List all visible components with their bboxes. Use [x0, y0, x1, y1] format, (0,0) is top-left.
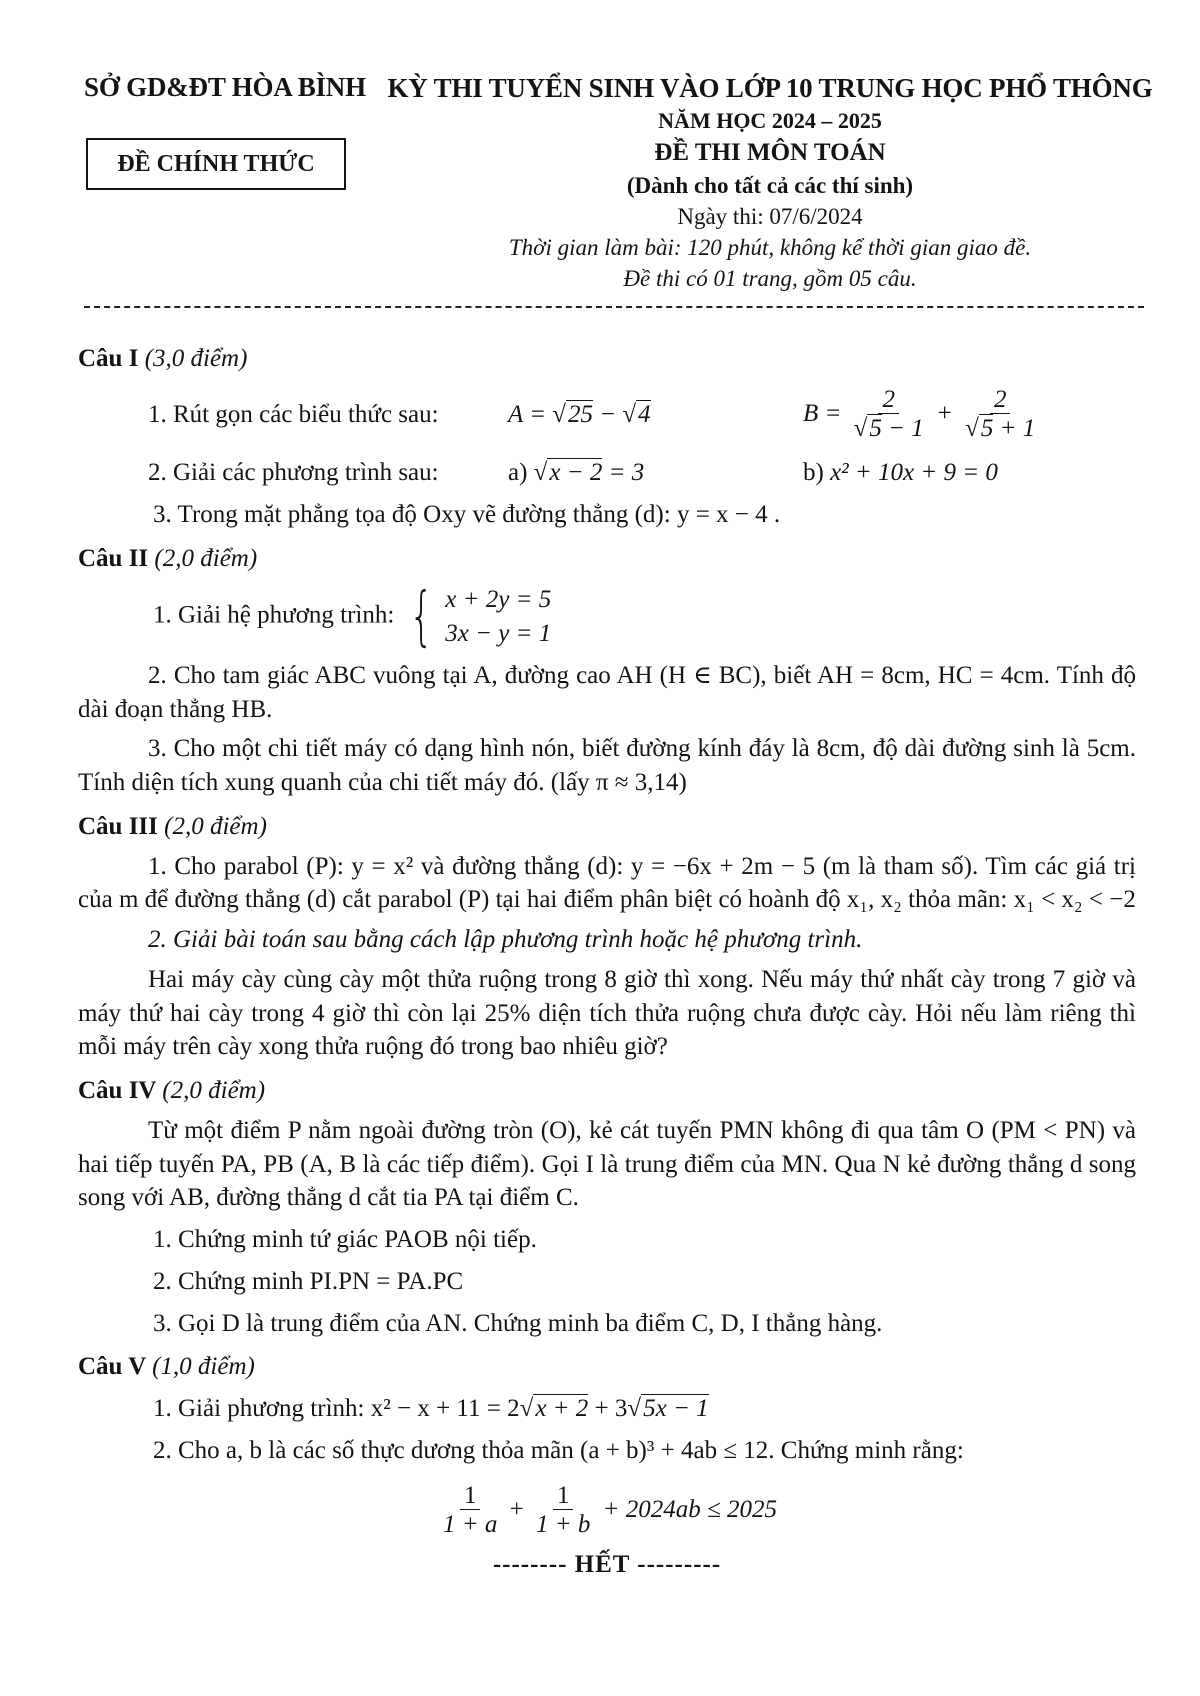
- official-stamp: ĐỀ CHÍNH THỨC: [86, 138, 346, 190]
- question-5-label: Câu V: [78, 1353, 146, 1381]
- q1-p1-text: 1. Rút gọn các biểu thức sau:: [148, 400, 439, 428]
- q4-p1-text: 1. Chứng minh tứ giác PAOB nội tiếp.: [153, 1226, 537, 1253]
- equation-a: a) √x − 2 = 3: [508, 458, 645, 486]
- end-marker: -------- HẾT ---------: [492, 1551, 722, 1578]
- question-2-part-1: [78, 580, 1136, 654]
- q4-intro: Từ một điểm P nằm ngoài đường tròn (O), kẻ cát tuyến PMN không đi qua tâm O (PM < PN) và hai tiếp tuyến PA, PB (A, B là các tiếp điểm). Gọi I là trung điểm của MN. Qua N kẻ đường thẳng d song song với AB, đường thẳng d cắt tia PA tại điểm C.: [78, 1116, 1136, 1212]
- equation-system: { x + 2y = 5 3x − y = 1: [408, 580, 552, 654]
- department-name: SỞ GD&ĐT HÒA BÌNH: [84, 72, 366, 102]
- q2-p3-text: 3. Cho một chi tiết máy có dạng hình nón, biết đường kính đáy là 8cm, độ dài đường sinh là 5cm. Tính diện tích xung quanh của chi tiết máy đó. (lấy π ≈ 3,14): [78, 735, 1136, 796]
- q5-p1-text: 1. Giải phương trình: x² − x + 11 = 2: [153, 1395, 520, 1422]
- q3-p1-text: 1. Cho parabol (P): y = x² và đường thẳng (d): y = −6x + 2m − 5 (m là tham số). Tìm các giá trị của m để đường thẳng (d) cắt parabol (P) tại hai điểm phân biệt có hoành độ x₁, x₂ thỏa mãn: x₁ < x₂ < −2: [78, 852, 1136, 914]
- expression-b: B = $\frac{2}{√5 - 1}$ + $\frac{2}{√5 + 1}$: [803, 386, 1041, 445]
- page-info: Đề thi có 01 trang, gồm 05 câu.: [623, 266, 917, 292]
- question-2-points: (2,0 điểm): [154, 544, 258, 572]
- school-year: NĂM HỌC 2024 – 2025: [658, 108, 882, 134]
- q5-p2-text: 2. Cho a, b là các số thực dương thỏa mãn (a + b)³ + 4ab ≤ 12. Chứng minh rằng:: [153, 1436, 964, 1464]
- inequality-to-prove: $\frac{1}{1 + a}$ + $\frac{1}{1 + b}$ + 2024ab ≤ 2025: [78, 1482, 1136, 1541]
- header-divider: [84, 306, 1144, 308]
- q1-p3-text: 3. Trong mặt phẳng tọa độ Oxy vẽ đường thẳng (d): y = x − 4 .: [153, 500, 781, 528]
- exam-header: [380, 70, 1160, 294]
- q5-part-1: 1. Giải phương trình: x² − x + 11 = 2√x + 2 + 3√5x − 1: [153, 1395, 709, 1422]
- question-1-label: Câu I: [78, 345, 139, 372]
- q3-p2-text: 2. Giải bài toán sau bằng cách lập phương trình hoặc hệ phương trình.: [148, 926, 863, 953]
- q2-p1-text: 1. Giải hệ phương trình:: [153, 601, 401, 629]
- question-2-label: Câu II: [78, 544, 149, 572]
- exam-subject: ĐỀ THI MÔN TOÁN: [654, 139, 886, 167]
- question-4-points: (2,0 điểm): [162, 1077, 266, 1104]
- expression-a: A = √25 − √4: [508, 400, 651, 428]
- ineq-fraction-2: $\frac{1}{1 + b}$: [536, 1481, 591, 1538]
- b-fraction-1: $\frac{2}{√5 - 1}$: [853, 385, 924, 443]
- q1-p2-text: 2. Giải các phương trình sau:: [148, 458, 439, 486]
- question-1-part-2: [78, 456, 1136, 498]
- question-3-label: Câu III: [78, 812, 158, 840]
- question-4-title: [78, 1074, 1136, 1108]
- exam-date: Ngày thi: 07/6/2024: [677, 203, 863, 229]
- q4-p2-text: 2. Chứng minh PI.PN = PA.PC: [153, 1267, 464, 1295]
- question-3-points: (2,0 điểm): [164, 812, 267, 840]
- ineq-fraction-1: $\frac{1}{1 + a}$: [443, 1481, 498, 1538]
- exam-audience: (Dành cho tất cả các thí sinh): [626, 172, 914, 198]
- question-1-title: [78, 342, 1136, 376]
- question-4-label: Câu IV: [78, 1077, 157, 1104]
- q3-p2-body: Hai máy cày cùng cày một thửa ruộng trong 8 giờ thì xong. Nếu máy thứ nhất cày trong 7 giờ và máy thứ hai cày trong 4 giờ thì còn lại 25% diện tích thửa ruộng chưa được cày. Hỏi nếu làm riêng thì mỗi máy trên cày xong thửa ruộng đó trong bao nhiêu giờ?: [78, 965, 1136, 1061]
- equation-b: b) x² + 10x + 9 = 0: [803, 458, 998, 486]
- system-eq-1: x + 2y = 5: [445, 586, 552, 614]
- exam-title: KỲ THI TUYỂN SINH VÀO LỚP 10 TRUNG HỌC PHỔ THÔNG: [387, 73, 1153, 103]
- exam-content: [78, 332, 1136, 1582]
- question-5-points: (1,0 điểm): [152, 1353, 255, 1381]
- q4-p3-text: 3. Gọi D là trung điểm của AN. Chứng minh ba điểm C, D, I thẳng hàng.: [153, 1309, 883, 1337]
- question-1-part-1: [78, 386, 1136, 456]
- question-3-title: [78, 810, 1136, 844]
- exam-duration: Thời gian làm bài: 120 phút, không kể thời gian giao đề.: [508, 234, 1032, 260]
- system-eq-2: 3x − y = 1: [445, 620, 552, 647]
- q2-p2-text: 2. Cho tam giác ABC vuông tại A, đường cao AH (H ∈ BC), biết AH = 8cm, HC = 4cm. Tính độ dài đoạn thẳng HB.: [78, 661, 1136, 723]
- question-1-points: (3,0 điểm): [144, 345, 248, 372]
- b-fraction-2: $\frac{2}{√5 + 1}$: [965, 385, 1036, 443]
- question-5-title: [78, 1350, 1136, 1384]
- question-2-title: [78, 542, 1136, 576]
